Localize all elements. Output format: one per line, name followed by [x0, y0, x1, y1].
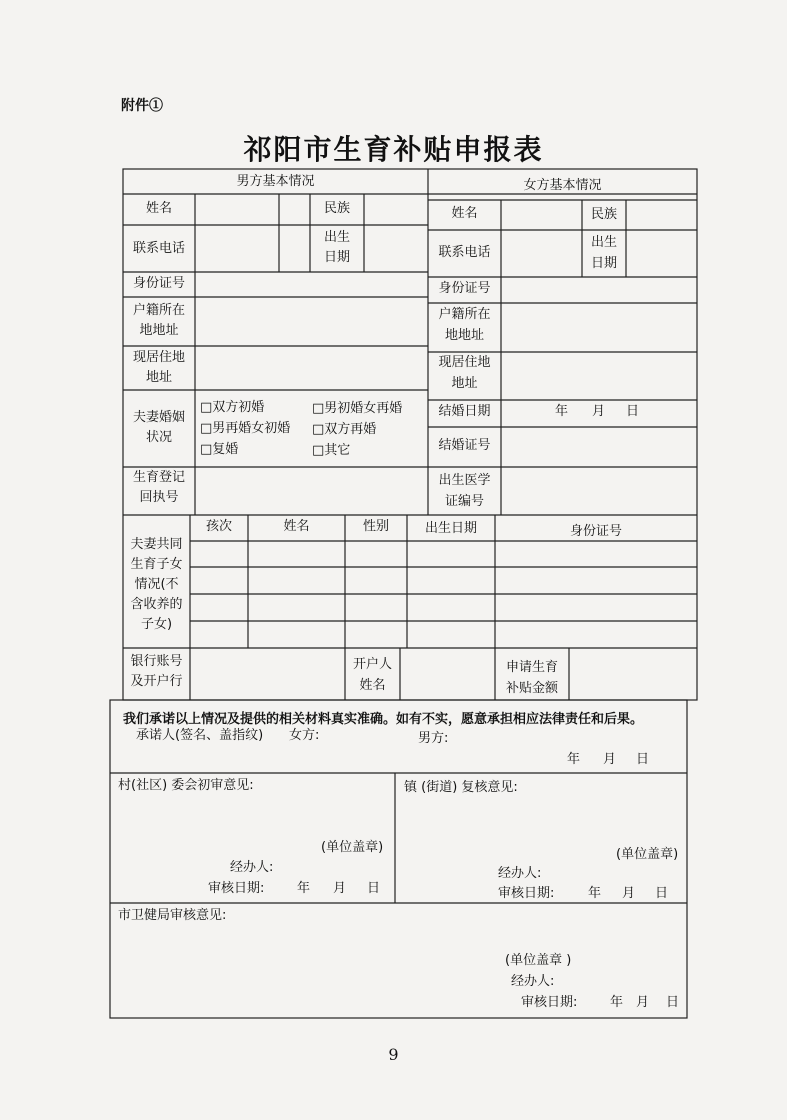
- commitment-statement: 我们承诺以上情况及提供的相关材料真实准确。如有不实，愿意承担相应法律责任和后果。: [123, 712, 644, 727]
- marriage-date-label: 结婚日期: [438, 404, 491, 419]
- holder-label-1: 开户人: [352, 657, 392, 672]
- female-hukou-label-1: 户籍所在: [438, 307, 491, 322]
- female-residence-label-1: 现居住地: [438, 355, 491, 370]
- village-seal: (单位盖章): [321, 840, 384, 855]
- male-phone-label: 联系电话: [132, 241, 185, 256]
- male-birth-label-2: 日期: [323, 250, 350, 265]
- signer-label: 承诺人(签名、盖指纹): [136, 728, 264, 743]
- city-opinion-label: 市卫健局审核意见:: [118, 908, 227, 923]
- children-header-gender: 性别: [362, 519, 389, 534]
- female-name-label: 姓名: [451, 206, 478, 221]
- village-date-day: 日: [367, 881, 381, 896]
- commit-date-month: 月: [603, 752, 617, 767]
- female-ethnicity-label: 民族: [590, 207, 617, 222]
- birth-cert-label-2: 证编号: [444, 494, 484, 509]
- male-hukou-label-1: 户籍所在: [132, 303, 185, 318]
- male-residence-label-1: 现居住地: [132, 350, 185, 365]
- children-header-order: 孩次: [205, 519, 232, 534]
- male-section-header: 男方基本情况: [236, 174, 315, 189]
- page-title: 祁阳市生育补贴申报表: [243, 133, 544, 166]
- village-date-month: 月: [333, 881, 347, 896]
- marital-option-remarry[interactable]: □复婚: [200, 442, 239, 457]
- city-date-day: 日: [666, 995, 680, 1010]
- children-label-1: 夫妻共同: [130, 537, 183, 552]
- children-label-5: 子女): [140, 617, 173, 632]
- marriage-cert-label: 结婚证号: [438, 438, 491, 453]
- children-header-birth: 出生日期: [424, 521, 477, 536]
- marriage-date-year: 年: [555, 404, 569, 419]
- attachment-label: 附件①: [121, 98, 163, 114]
- city-review-date-label: 审核日期:: [521, 995, 578, 1010]
- village-opinion-label: 村(社区) 委会初审意见:: [118, 778, 254, 793]
- male-id-label: 身份证号: [132, 276, 185, 291]
- female-sign-label: 女方:: [289, 728, 320, 743]
- village-date-year: 年: [297, 881, 311, 896]
- male-ethnicity-label: 民族: [323, 201, 350, 216]
- children-label-3: 情况(不: [134, 577, 179, 592]
- female-birth-label-1: 出生: [590, 235, 617, 250]
- marital-option-male-first-female-re[interactable]: □男初婚女再婚: [312, 401, 403, 416]
- amount-label-1: 申请生育: [505, 660, 558, 675]
- marital-label-2: 状况: [145, 430, 172, 445]
- female-section-header: 女方基本情况: [523, 178, 602, 193]
- town-date-month: 月: [622, 886, 636, 901]
- town-date-year: 年: [588, 886, 602, 901]
- marital-option-both-re[interactable]: □双方再婚: [312, 422, 377, 437]
- commit-date-year: 年: [567, 752, 581, 767]
- children-label-2: 生育子女: [130, 557, 183, 572]
- town-date-day: 日: [655, 886, 669, 901]
- birth-reg-label-2: 回执号: [139, 490, 179, 505]
- marital-option-male-re-female-first[interactable]: □男再婚女初婚: [200, 421, 291, 436]
- marital-label-1: 夫妻婚姻: [132, 410, 185, 425]
- male-birth-label-1: 出生: [323, 230, 350, 245]
- marriage-date-day: 日: [626, 404, 640, 419]
- city-date-year: 年: [610, 995, 624, 1010]
- male-hukou-label-2: 地地址: [139, 323, 179, 338]
- marital-option-both-first[interactable]: □双方初婚: [200, 400, 265, 415]
- male-sign-label: 男方:: [418, 731, 449, 746]
- children-label-4: 含收养的: [130, 597, 183, 612]
- village-handler-label: 经办人:: [230, 860, 274, 875]
- bank-label-1: 银行账号: [130, 654, 183, 669]
- town-review-date-label: 审核日期:: [498, 886, 555, 901]
- town-opinion-label: 镇 (街道) 复核意见:: [404, 780, 518, 795]
- commit-date-day: 日: [636, 752, 650, 767]
- male-residence-label-2: 地址: [145, 370, 172, 385]
- town-seal: (单位盖章): [616, 847, 679, 862]
- female-birth-label-2: 日期: [590, 256, 617, 271]
- amount-label-2: 补贴金额: [505, 681, 558, 696]
- marriage-date-month: 月: [592, 404, 606, 419]
- children-header-id: 身份证号: [569, 524, 622, 539]
- children-header-name: 姓名: [283, 519, 310, 534]
- city-date-month: 月: [636, 995, 650, 1010]
- birth-reg-label-1: 生育登记: [132, 470, 185, 485]
- city-handler-label: 经办人:: [511, 974, 555, 989]
- male-name-label: 姓名: [145, 201, 172, 216]
- female-id-label: 身份证号: [438, 281, 491, 296]
- town-handler-label: 经办人:: [498, 866, 542, 881]
- female-phone-label: 联系电话: [438, 245, 491, 260]
- village-review-date-label: 审核日期:: [208, 881, 265, 896]
- city-seal: (单位盖章 ): [505, 953, 572, 968]
- bank-label-2: 及开户行: [130, 674, 183, 689]
- page-number: 9: [388, 1045, 399, 1064]
- marital-option-other[interactable]: □其它: [312, 443, 351, 458]
- birth-cert-label-1: 出生医学: [438, 473, 491, 488]
- holder-label-2: 姓名: [359, 678, 386, 693]
- female-residence-label-2: 地址: [451, 376, 478, 391]
- female-hukou-label-2: 地地址: [444, 328, 484, 343]
